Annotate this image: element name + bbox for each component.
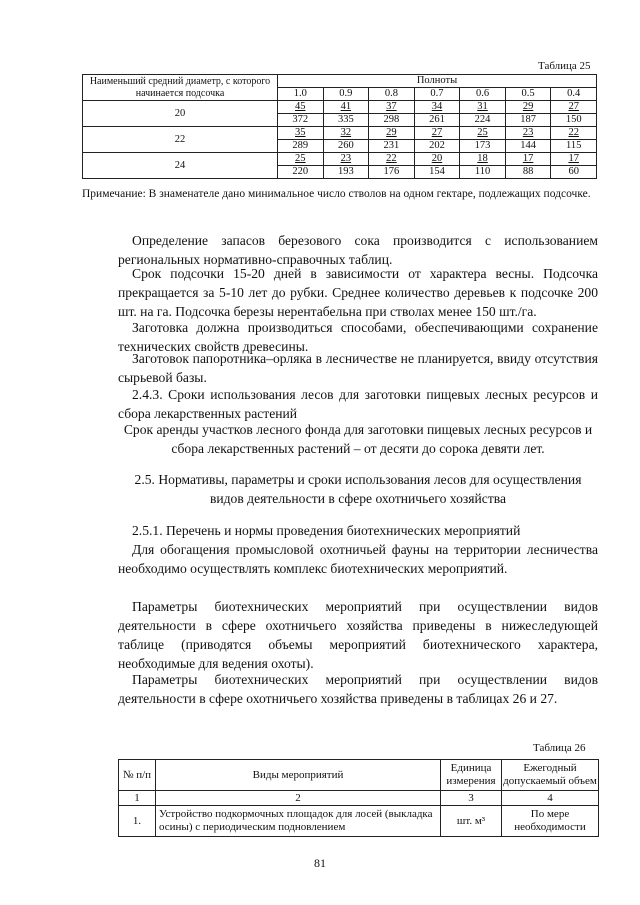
table26-row-unit: шт. м³	[441, 806, 502, 837]
table25-col: 0.5	[505, 88, 551, 101]
table25-denominator: 144	[505, 140, 551, 153]
table25-denominator: 187	[505, 114, 551, 127]
table25-numerator: 27	[414, 127, 460, 140]
table25-denominator: 115	[551, 140, 597, 153]
table25-numerator: 29	[505, 101, 551, 114]
paragraph: 2.4.3. Сроки использования лесов для заготовки пищевых лесных ресурсов и сбора лекарственных растений	[118, 387, 598, 421]
table25-numerator: 29	[369, 127, 415, 140]
paragraph: Параметры биотехнических мероприятий при осуществлении видов деятельности в сфере охотничьего хозяйства приведены в нижеследующей таблице (приводятся объемы мероприятий биотехнического характера, необходимые для ведения охоты).	[118, 599, 598, 671]
table25-numerator: 41	[323, 101, 369, 114]
table25-denominator: 372	[278, 114, 324, 127]
table25-caption: Таблица 25	[538, 60, 591, 72]
paragraph: Срок подсочки 15-20 дней в зависимости от характера весны. Подсочка прекращается за 5-10 лет до рубки. Среднее количество деревьев к подсочке 200 шт. на га. Подсочка березы нерентабельна при стволах менее 150 шт./га.	[118, 266, 598, 319]
table25-col: 0.4	[551, 88, 597, 101]
table25-denominator: 88	[505, 166, 551, 179]
table25-numerator: 25	[460, 127, 506, 140]
table26-row-volume: По мере необходимости	[502, 806, 599, 837]
table25-numerator: 17	[505, 153, 551, 166]
paragraph: Параметры биотехнических мероприятий при осуществлении видов деятельности в сфере охотничьего хозяйства приведены в таблицах 26 и 27.	[118, 672, 598, 706]
table26-caption: Таблица 26	[533, 742, 586, 754]
table25-denominator: 298	[369, 114, 415, 127]
table25-col: 0.8	[369, 88, 415, 101]
table26-header-volume: Ежегодный допускаемый объем	[502, 760, 599, 791]
table26-colnum: 1	[119, 791, 156, 806]
table25-numerator: 17	[551, 153, 597, 166]
table25	[82, 74, 597, 179]
table25-denominator: 150	[551, 114, 597, 127]
table25-numerator: 37	[369, 101, 415, 114]
table25-col: 1.0	[278, 88, 324, 101]
table-row	[83, 101, 597, 114]
table25-denominator: 154	[414, 166, 460, 179]
table25-numerator: 27	[551, 101, 597, 114]
table26-colnum: 3	[441, 791, 502, 806]
table25-denominator: 224	[460, 114, 506, 127]
table26-header-unit: Единица измерения	[441, 760, 502, 791]
table26-colnum: 2	[156, 791, 441, 806]
table-row	[83, 153, 597, 166]
paragraph: Заготовка должна производиться способами, обеспечивающими сохранение технических свойств древесины.	[118, 320, 598, 354]
table25-numerator: 35	[278, 127, 324, 140]
table25-denominator: 289	[278, 140, 324, 153]
table25-denominator: 173	[460, 140, 506, 153]
section-heading: 2.5. Нормативы, параметры и сроки использования лесов для осуществления видов деятельности в сфере охотничьего хозяйства	[134, 472, 582, 506]
table25-numerator: 18	[460, 153, 506, 166]
table25-note: Примечание: В знаменателе дано минимальное число стволов на одном гектаре, подлежащих подсочке.	[82, 188, 591, 200]
table25-diameter: 20	[83, 101, 278, 127]
table26-row-kind: Устройство подкормочных площадок для лосей (выкладка осины) с периодическим подновлением	[156, 806, 441, 837]
paragraph: Заготовок папоротника–орляка в лесничестве не планируется, ввиду отсутствия сырьевой базы.	[118, 351, 598, 385]
table-row	[119, 806, 599, 837]
table25-denominator: 261	[414, 114, 460, 127]
table25-numerator: 32	[323, 127, 369, 140]
table25-denominator: 335	[323, 114, 369, 127]
table25-numerator: 31	[460, 101, 506, 114]
table-row	[83, 127, 597, 140]
table25-group-header: Полноты	[278, 75, 597, 88]
table25-denominator: 193	[323, 166, 369, 179]
table25-denominator: 176	[369, 166, 415, 179]
table25-numerator: 23	[323, 153, 369, 166]
table25-numerator: 23	[505, 127, 551, 140]
table25-col: 0.7	[414, 88, 460, 101]
table25-numerator: 34	[414, 101, 460, 114]
table25-denominator: 260	[323, 140, 369, 153]
paragraph: Срок аренды участков лесного фонда для заготовки пищевых лесных ресурсов и сбора лекарственных растений – от десяти до сорока девяти лет.	[123, 422, 593, 456]
table25-denominator: 220	[278, 166, 324, 179]
table26-colnum: 4	[502, 791, 599, 806]
page-number: 81	[314, 856, 326, 870]
table25-diameter: 22	[83, 127, 278, 153]
table26	[118, 759, 599, 837]
table25-numerator: 45	[278, 101, 324, 114]
table25-numerator: 22	[369, 153, 415, 166]
table25-diameter: 24	[83, 153, 278, 179]
table26-header-kind: Виды мероприятий	[156, 760, 441, 791]
table25-col: 0.9	[323, 88, 369, 101]
table25-denominator: 202	[414, 140, 460, 153]
table26-header-num: № п/п	[119, 760, 156, 791]
paragraph: Определение запасов березового сока производится с использованием региональных нормативно-справочных таблиц.	[118, 233, 598, 267]
table25-denominator: 231	[369, 140, 415, 153]
table26-row-num: 1.	[119, 806, 156, 837]
table25-col: 0.6	[460, 88, 506, 101]
paragraph: Для обогащения промысловой охотничьей фауны на территории лесничества необходимо осуществлять комплекс биотехнических мероприятий.	[118, 542, 598, 576]
paragraph: 2.5.1. Перечень и нормы проведения биотехнических мероприятий	[132, 523, 521, 538]
table25-numerator: 22	[551, 127, 597, 140]
table25-denominator: 60	[551, 166, 597, 179]
table25-row-header: Наименьший средний диаметр, с которого начинается подсочка	[83, 75, 278, 101]
table25-numerator: 20	[414, 153, 460, 166]
table25-numerator: 25	[278, 153, 324, 166]
table25-denominator: 110	[460, 166, 506, 179]
